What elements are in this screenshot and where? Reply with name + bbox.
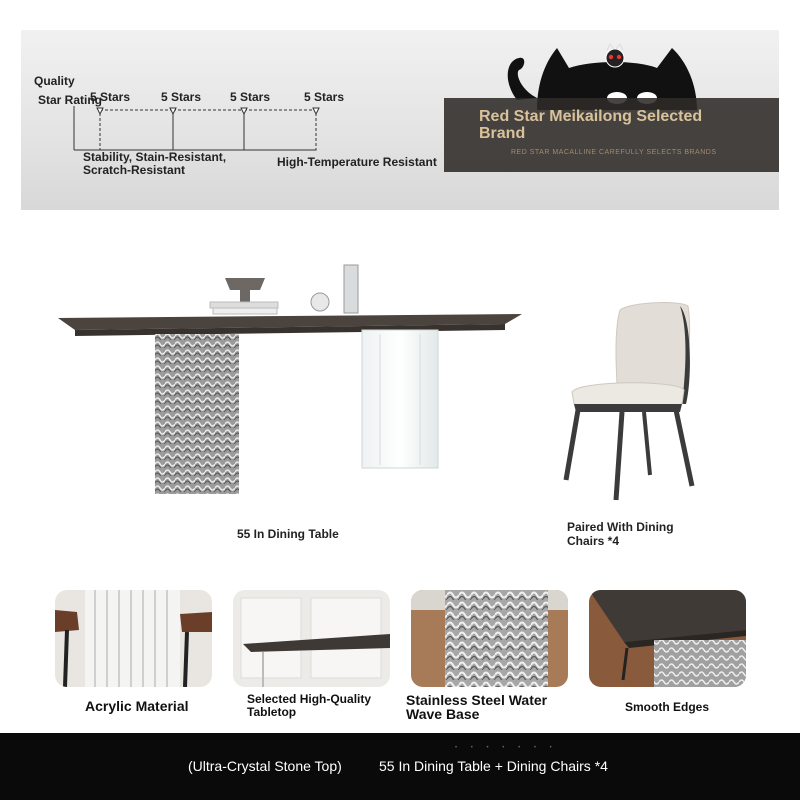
rating-segment-3 xyxy=(244,110,316,150)
chair-caption xyxy=(567,520,674,548)
thumb-smooth-edges xyxy=(589,590,746,687)
thumb-caption-line: Stainless Steel Water xyxy=(406,692,548,708)
star-rating-value: 5 Stars xyxy=(161,90,202,104)
brand-subtitle: RED STAR MACALLINE CAREFULLY SELECTS BRANDS xyxy=(511,149,717,156)
dining-table-image xyxy=(55,260,525,500)
footer-bar xyxy=(0,733,800,800)
thumb-caption-tabletop xyxy=(247,693,371,719)
chair-caption-line: Paired With Dining xyxy=(567,520,674,534)
rating-segment-1 xyxy=(100,110,173,150)
feature-stability xyxy=(83,151,226,177)
chair-caption-line: Chairs *4 xyxy=(567,534,620,548)
thumb-tabletop xyxy=(233,590,390,687)
quality-banner xyxy=(21,30,779,210)
rating-marker xyxy=(241,108,247,114)
footer-top-type: (Ultra-Crystal Stone Top) xyxy=(188,758,342,774)
thumb-caption-line: Selected High-Quality xyxy=(247,692,372,706)
rating-marker xyxy=(97,108,103,114)
thumb-caption-line: Wave Base xyxy=(406,706,480,722)
rating-marker xyxy=(313,108,319,114)
star-rating-value: 5 Stars xyxy=(230,90,271,104)
footer-decoration: • • • • • • • xyxy=(455,745,558,751)
thumb-caption-smooth-edges: Smooth Edges xyxy=(625,700,710,714)
quality-label: Quality xyxy=(34,74,75,88)
table-caption: 55 In Dining Table xyxy=(237,527,339,541)
feature-line: Stability, Stain-Resistant, xyxy=(83,150,227,164)
rating-segment-2 xyxy=(173,110,244,150)
footer-set-description: 55 In Dining Table + Dining Chairs *4 xyxy=(379,758,608,774)
brand-box xyxy=(444,98,779,172)
star-rating-value: 5 Stars xyxy=(304,90,345,104)
rating-marker xyxy=(170,108,176,114)
star-rating-label: Star Rating xyxy=(38,93,103,107)
dining-chair-image xyxy=(560,300,700,505)
rating-diagram xyxy=(21,30,451,210)
thumb-caption-line: Tabletop xyxy=(247,705,297,719)
feature-heat: High-Temperature Resistant xyxy=(277,155,437,169)
thumb-wave-base xyxy=(411,590,568,687)
star-rating-value: 5 Stars xyxy=(90,90,131,104)
thumb-caption-acrylic: Acrylic Material xyxy=(85,698,189,714)
thumb-caption-wave-base xyxy=(406,693,547,721)
feature-line: Scratch-Resistant xyxy=(83,163,186,177)
thumb-acrylic-material xyxy=(55,590,212,687)
brand-title: Red Star Meikailong Selected Brand xyxy=(479,108,703,142)
